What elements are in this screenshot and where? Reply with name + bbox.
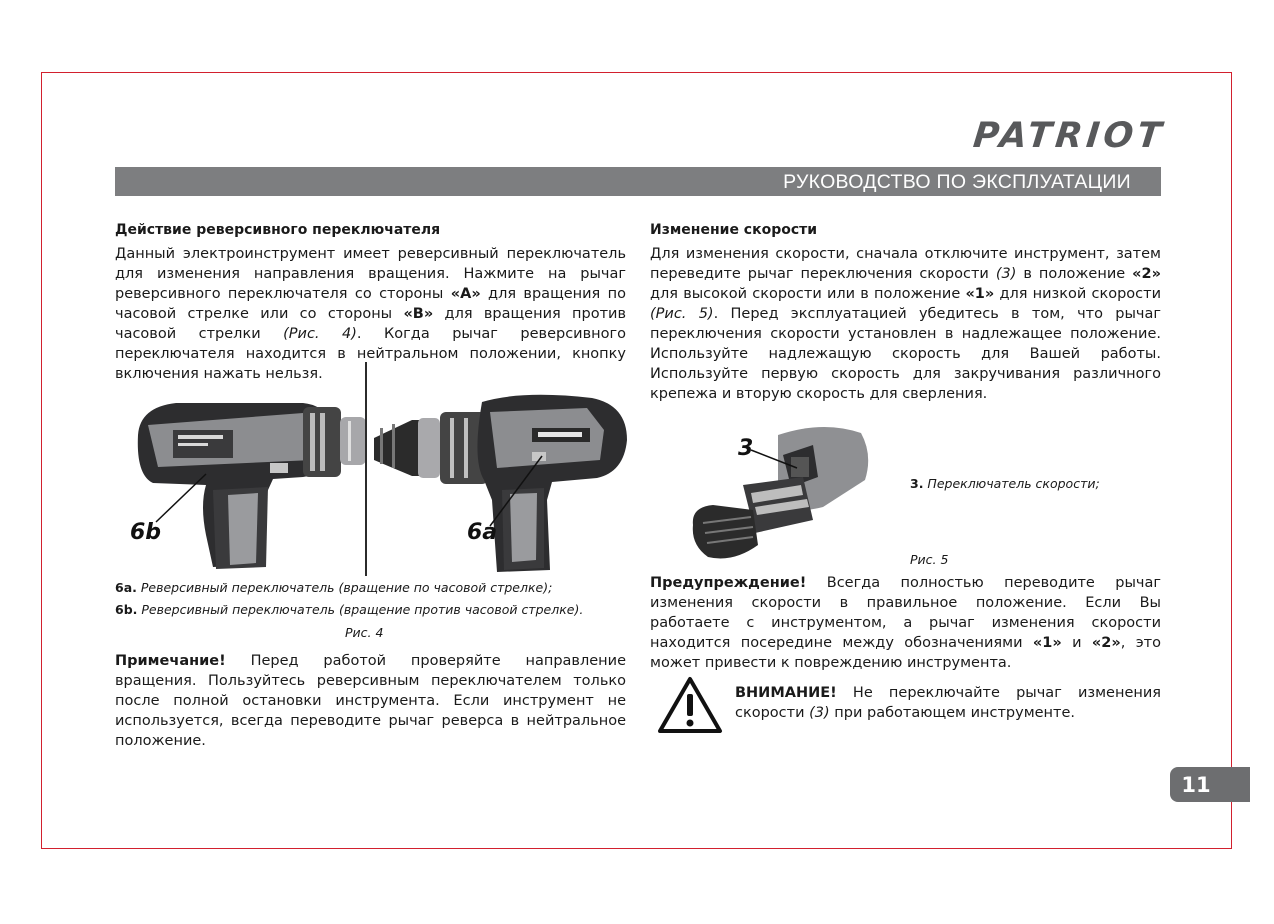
caption-6a: 6a. Реверсивный переключатель (вращение по часовой стрелке);: [115, 580, 553, 595]
callout-3: 3: [738, 436, 754, 461]
section-heading-speed: Изменение скорости: [650, 222, 818, 238]
warning-paragraph: Предупреждение! Всегда полностью переводите рычаг изменения скорости в правильное положение. Если Вы работаете с инструментом, а рычаг изменения скорости находится посередине между обозначениями «1» и «2», это может привести к повреждению инструмента.: [650, 575, 1161, 671]
page-number-tab: [1170, 767, 1250, 802]
callout-6a: 6a: [467, 520, 498, 545]
figure-divider: [365, 362, 367, 576]
banner-title: РУКОВОДСТВО ПО ЭКСПЛУАТАЦИИ: [783, 171, 1131, 193]
paragraph-speed: Для изменения скорости, сначала отключите инструмент, затем переведите рычаг переключения скорости (3) в положение «2» для высокой скорости или в положение «1» для низкой скорости (Рис. 5). Перед эксплуатацией убедитесь в том, что рычаг переключения скорости установлен в надлежащее положение. Используйте надлежащую скорость для Вашей работы. Используйте первую скорость для закручивания различного крепежа и вторую скорость для сверления.: [650, 246, 1161, 402]
speed-switch-photo: [683, 415, 873, 570]
caption-6b: 6b. Реверсивный переключатель (вращение против часовой стрелке).: [115, 602, 584, 617]
figure-4-title: Рис. 4: [345, 625, 384, 640]
callout-line-6a: [480, 450, 550, 530]
figure-5-title: Рис. 5: [910, 552, 949, 567]
section-heading-reverse: Действие реверсивного переключателя: [115, 222, 441, 238]
attention-paragraph: ВНИМАНИЕ! Не переключайте рычаг изменения скорости (3) при работающем инструменте.: [735, 685, 1161, 721]
callout-6b: 6b: [130, 520, 162, 545]
warning-triangle-icon: [657, 676, 723, 734]
callout-line-3: [745, 444, 805, 474]
caption-3: 3. Переключатель скорости;: [910, 476, 1100, 491]
paragraph-reverse: Данный электроинструмент имеет реверсивный переключатель для изменения направления вращения. Нажмите на рычаг реверсивного переключателя со стороны «А» для вращения по часовой стрелке или со стороны «В» для вращения против часовой стрелки (Рис. 4). Когда рычаг реверсивного переключателя находится в нейтральном положении, кнопку включения нажать нельзя.: [115, 246, 626, 382]
header-banner: [115, 167, 1161, 196]
page-number: 11: [1181, 773, 1211, 797]
patriot-logo: [905, 112, 1168, 160]
brand-name: PATRIOT: [971, 116, 1168, 156]
note-paragraph: Примечание! Перед работой проверяйте направление вращения. Пользуйтесь реверсивным переключателем только после полной остановки инструмента. Если инструмент не используется, всегда переводите рычаг реверса в нейтральное положение.: [115, 653, 626, 749]
